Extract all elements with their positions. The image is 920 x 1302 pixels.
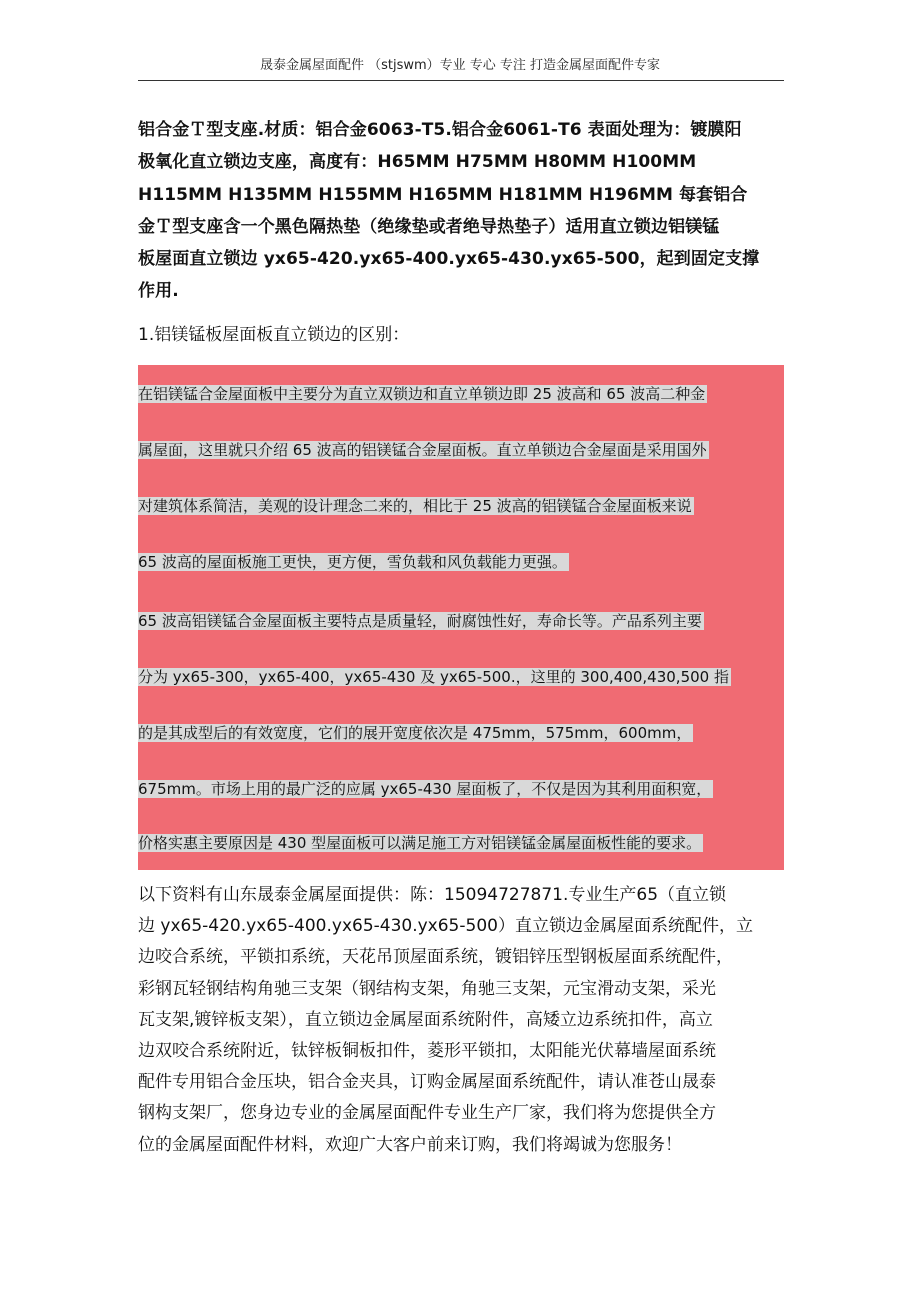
highlight-line: 对建筑体系简洁，美观的设计理念二来的，相比于 25 波高的铝镁锰合金屋面板来说 <box>138 497 692 515</box>
closing-paragraph <box>138 880 788 1161</box>
intro-line: 金Ｔ型支座含一个黑色隔热垫（绝缘垫或者绝导热垫子）适用直立锁边铝镁锰 <box>138 216 720 237</box>
closing-line: 彩钢瓦轻钢结构角驰三支架（钢结构支架，角驰三支架，元宝滑动支架，采光 <box>138 978 716 999</box>
highlight-line: 价格实惠主要原因是 430 型屋面板可以满足施工方对铝镁锰金属屋面板性能的要求。 <box>138 834 702 852</box>
highlight-line: 分为 yx65-300，yx65-400，yx65-430 及 yx65-500.，这里的 300,400,430,500 指 <box>138 668 729 686</box>
closing-line: 钢构支架厂，您身边专业的金属屋面配件专业生产厂家，我们将为您提供全方 <box>138 1103 716 1124</box>
closing-line: 瓦支架,镀锌板支架），直立锁边金属屋面系统附件，高矮立边系统扣件，高立 <box>138 1009 713 1030</box>
highlight-line: 65 波高铝镁锰合金屋面板主要特点是质量轻，耐腐蚀性好，寿命长等。产品系列主要 <box>138 612 702 630</box>
header-divider <box>138 80 784 81</box>
intro-paragraph <box>138 114 786 308</box>
closing-line: 边双咬合系统附近，钛锌板铜板扣件，菱形平锁扣，太阳能光伏幕墙屋面系统 <box>138 1041 716 1062</box>
highlight-line: 在铝镁锰合金屋面板中主要分为直立双锁边和直立单锁边即 25 波高和 65 波高二种金 <box>138 385 706 403</box>
closing-line: 边 yx65-420.yx65-400.yx65-430.yx65-500）直立锁边金属屋面系统配件，立 <box>138 916 753 937</box>
intro-line: 作用. <box>138 281 179 302</box>
section-title: 1.铝镁锰板屋面板直立锁边的区别： <box>138 325 410 345</box>
highlight-line: 675mm。市场上用的最广泛的应属 yx65-430 屋面板了，不仅是因为其利用面积宽， <box>138 780 712 798</box>
closing-line: 位的金属屋面配件材料，欢迎广大客户前来订购，我们将竭诚为您服务！ <box>138 1134 682 1155</box>
page-header: 晟泰金属屋面配件 （stjswm）专业 专心 专注 打造金属屋面配件专家 <box>259 58 661 73</box>
intro-line: H115MM H135MM H155MM H165MM H181MM H196MM 每套铝合 <box>138 184 748 205</box>
highlight-line: 65 波高的屋面板施工更快，更方便，雪负载和风负载能力更强。 <box>138 553 567 571</box>
intro-line: 板屋面直立锁边 yx65-420.yx65-400.yx65-430.yx65-500，起到固定支撑 <box>138 249 760 270</box>
highlight-line: 的是其成型后的有效宽度，它们的展开宽度依次是 475mm，575mm，600mm， <box>138 724 692 742</box>
intro-line: 极氧化直立锁边支座，高度有：H65MM H75MM H80MM H100MM <box>138 152 697 173</box>
intro-line: 铝合金Ｔ型支座.材质：铝合金6063-T5.铝合金6061-T6 表面处理为：镀膜阳 <box>138 120 742 140</box>
closing-line: 边咬合系统，平锁扣系统，天花吊顶屋面系统，镀铝锌压型钢板屋面系统配件， <box>138 947 733 968</box>
highlight-line: 属屋面，这里就只介绍 65 波高的铝镁锰合金屋面板。直立单锁边合金屋面是采用国外 <box>138 441 707 459</box>
closing-line: 配件专用铝合金压块，铝合金夹具，订购金属屋面系统配件，请认准苍山晟泰 <box>138 1072 716 1093</box>
closing-line: 以下资料有山东晟泰金属屋面提供：陈：15094727871.专业生产65（直立锁 <box>138 885 727 905</box>
highlighted-passage <box>138 365 784 870</box>
